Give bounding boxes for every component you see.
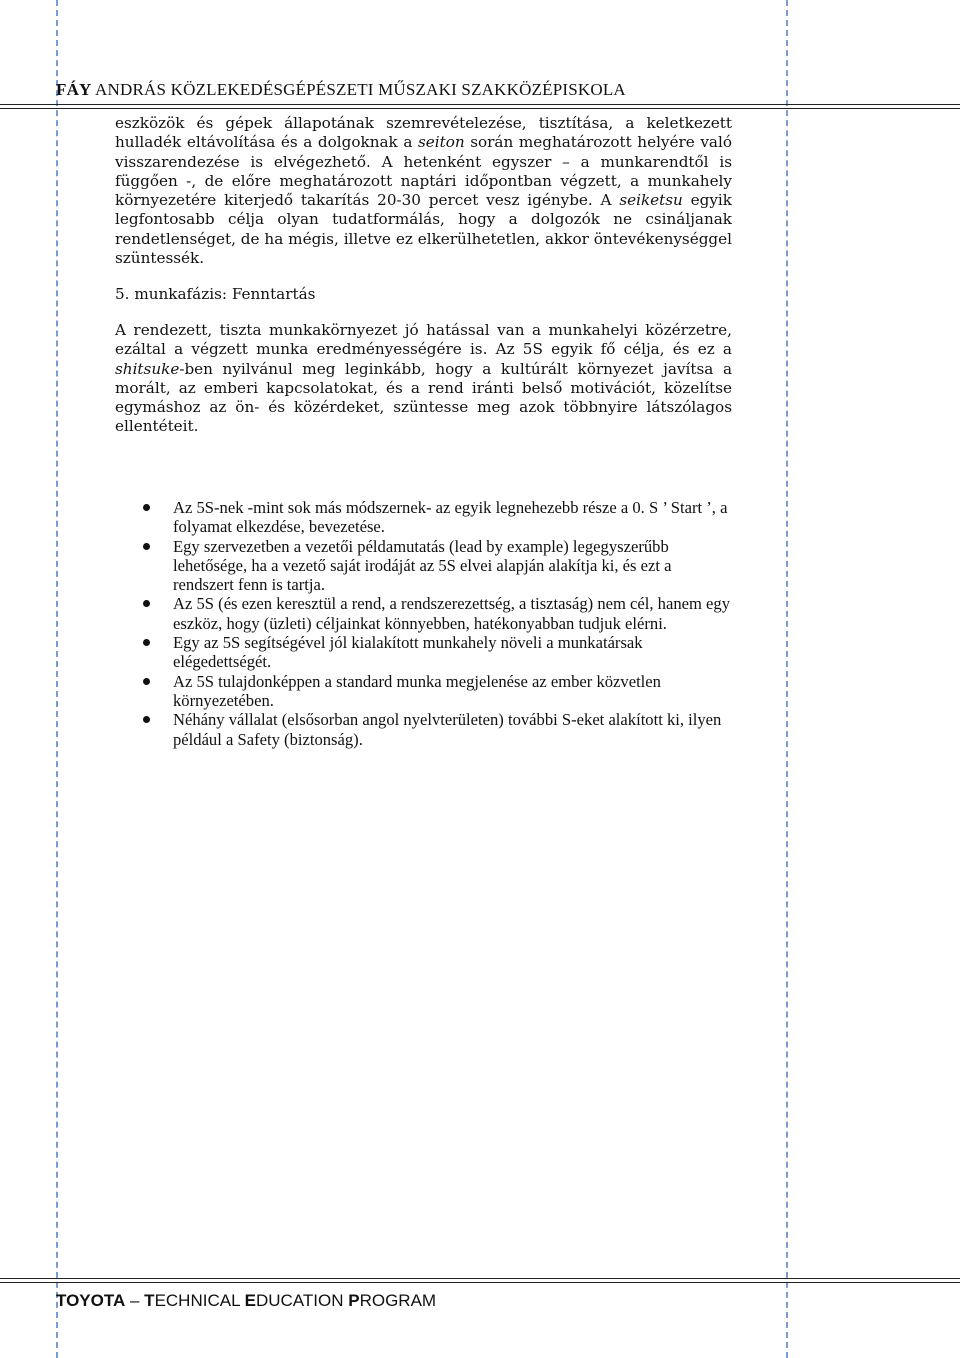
list-item [115,633,735,672]
paragraph-2 [115,321,732,437]
bullet-icon [143,678,150,685]
header-school-bold: FÁY [56,80,92,99]
list-item-text: Néhány vállalat (elsősorban angol nyelvterületen) további S-eket alakított ki, ilyen például a Safety (biztonság). [173,710,722,749]
footer-rule-2 [0,1282,960,1283]
margin-guide-right [786,0,788,1358]
paragraph-1-italic-seiton: seiton [417,133,465,152]
list-item-text: Az 5S (és ezen keresztül a rend, a rendszerezettség, a tisztaság) nem cél, hanem egy eszköz, hogy (üzleti) céljainkat könnyebben, hatékonyabban tudjuk elérni. [173,594,731,633]
footer-initial-t: T [144,1291,155,1310]
bullet-list [115,498,735,749]
footer-technical-rest: ECHNICAL [154,1291,245,1310]
bullet-icon [143,543,150,550]
bullet-icon [143,639,150,646]
paragraph-1-part-2: során meghatározott helyére való visszarendezése is elvégezhető. A hetenként egyszer – a munkarendtől is függően -, de előre meghatározott naptári időpontban végzett, a munkahely környezetére kiterjedő takarítás 20-30 percet vesz igénybe. A [115,133,732,210]
list-item [115,672,735,711]
list-item [115,710,735,749]
list-item-text: Egy szervezetben a vezetői példamutatás (lead by example) legegyszerűbb lehetősége, ha a vezető saját irodáját az 5S elvei alapján alakítja ki, és ezt a rendszert fenn is tartja. [173,536,672,595]
paragraph-1-part-3: egyik legfontosabb célja olyan tudatformálás, hogy a dolgozók ne csináljanak rendetlenséget, de ha mégis, illetve ez elkerülhetetlen, akkor öntevékenységgel szüntessék. [115,191,732,268]
bullet-icon [143,600,150,607]
page-header [56,80,936,100]
header-rule-2 [0,108,960,109]
list-item [115,537,735,595]
list-item-text: Egy az 5S segítségével jól kialakított munkahely növeli a munkatársak elégedettségét. [173,633,643,672]
footer-rule-1 [0,1278,960,1279]
section-heading: 5. munkafázis: Fenntartás [115,285,316,303]
bullet-icon [143,716,150,723]
footer-program-rest: ROGRAM [359,1291,437,1310]
list-item [115,498,735,537]
footer-initial-e: E [244,1291,256,1310]
list-item-text: Az 5S-nek -mint sok más módszernek- az egyik legnehezebb része a 0. S ’ Start ’, a folyamat elkezdése, bevezetése. [173,498,728,537]
footer-education-rest: DUCATION [255,1291,349,1310]
header-school-rest: ANDRÁS KÖZLEKEDÉSGÉPÉSZETI MŰSZAKI SZAKKÖZÉPISKOLA [91,80,626,99]
bullet-icon [143,504,150,511]
list-item-text: Az 5S tulajdonképpen a standard munka megjelenése az ember közvetlen környezetében. [173,671,661,710]
paragraph-2-italic-shitsuke: shitsuke [115,359,180,378]
footer-dash: – [125,1291,145,1310]
footer-initial-p: P [348,1291,360,1310]
page-footer [56,1291,436,1311]
paragraph-2-part-1: A rendezett, tiszta munkakörnyezet jó hatással van a munkahelyi közérzetre, ezáltal a végzett munka eredményességére is. Az 5S egyik fő célja, és ez a [115,321,732,359]
header-rule-1 [0,104,960,105]
paragraph-1 [115,114,732,268]
paragraph-2-part-2: -ben nyilvánul meg leginkább, hogy a kultúrált környezet javítsa a morált, az emberi kapcsolatokat, és a rend iránti belső motivációt, közelítse egymáshoz az ön- és közérdeket, szüntesse meg azok többnyire látszólagos ellentéteit. [115,359,732,436]
paragraph-1-part-1: eszközök és gépek állapotának szemrevételezése, tisztítása, a keletkezett hulladék eltávolítása és a dolgoknak a [115,114,732,152]
list-item [115,594,735,633]
margin-guide-left [56,0,58,1358]
footer-toyota: TOYOTA [56,1291,126,1310]
paragraph-1-italic-seiketsu: seiketsu [619,191,683,210]
